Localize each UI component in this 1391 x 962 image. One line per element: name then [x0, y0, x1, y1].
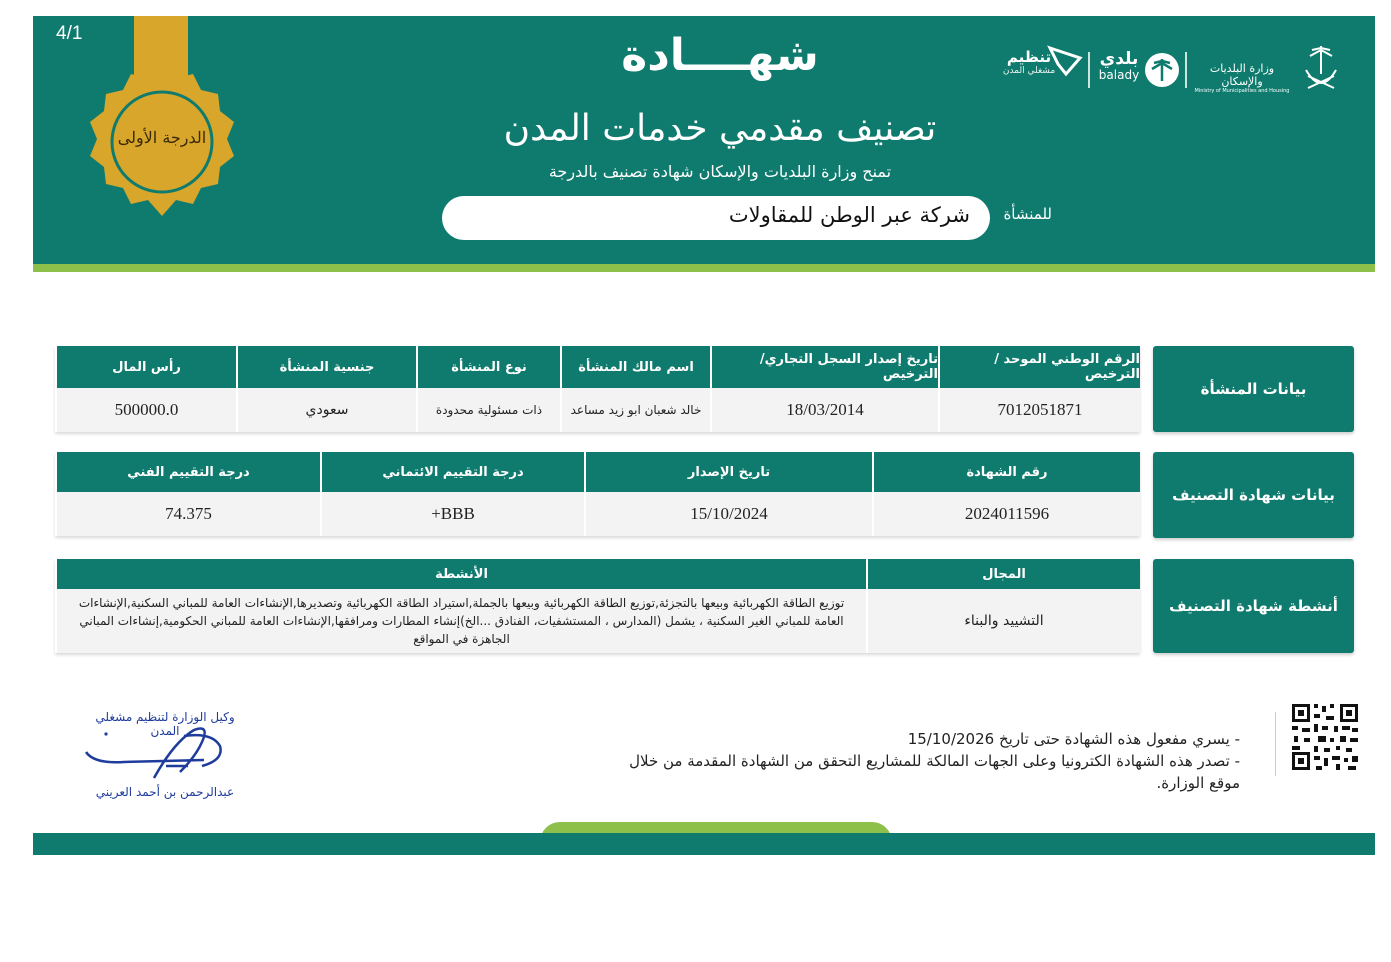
footer-bar: [33, 833, 1375, 855]
tanzeem-arrow-icon: [1046, 44, 1084, 78]
logo-divider: [1088, 52, 1090, 88]
table-header: رأس المال: [55, 346, 236, 388]
ministry-logo-english: Ministry of Municipalities and Housing: [1194, 88, 1290, 94]
grant-statement: تمنح وزارة البلديات والإسكان شهادة تصنيف بالدرجة: [548, 162, 892, 181]
activities-list: توزيع الطاقة الكهربائية وبيعها بالتجزئة,توزيع الطاقة الكهربائية وبيعها بالجملة,استيراد الطاقة الكهربائية وتصديرها,الإنشاءات العامة للمباني السكنية,الإنشاءات العامة للمباني الغير السكنية ، يشمل (المدارس ، المستشفيات، الفنادق ...الخ)إنشاء المطارات ومرافقها,الإنشاءات العامة للمباني الحكومية,إنشاءات المباني الجاهزة في المواقع: [55, 589, 866, 653]
header-stripe: [33, 264, 1375, 272]
activity-field: التشييد والبناء: [866, 589, 1140, 653]
table-header: جنسية المنشأة: [236, 346, 416, 388]
table-header: الأنشطة: [55, 559, 866, 589]
palm-tree-icon: [1144, 51, 1180, 89]
footer-notes: [600, 728, 1240, 794]
classification-data-heading: بيانات شهادة التصنيف: [1153, 452, 1354, 538]
establishment-table: [55, 346, 1140, 432]
logo-divider-2: [1185, 52, 1187, 88]
certificate-number: 2024011596: [872, 492, 1140, 536]
balady-logo-english: balady: [1098, 68, 1140, 82]
issue-date: 15/10/2024: [584, 492, 872, 536]
table-header: نوع المنشأة: [416, 346, 560, 388]
activities-heading: أنشطة شهادة التصنيف: [1153, 559, 1354, 653]
table-header: تاريخ الإصدار: [584, 452, 872, 492]
qr-code-icon[interactable]: [1290, 702, 1360, 772]
table-header: الرقم الوطني الموحد /الترخيص: [938, 346, 1140, 388]
page-number: 4/1: [56, 23, 83, 44]
establishment-data-heading: بيانات المنشأة: [1153, 346, 1354, 432]
capital: 500000.0: [55, 388, 236, 432]
signer-title: وكيل الوزارة لتنظيم مشغلي المدن: [95, 710, 235, 738]
table-header: درجة التقييم الائتماني: [320, 452, 584, 492]
tanzeem-logo-subtext: مشغلي المدن: [1002, 66, 1056, 76]
owner-name: خالد شعبان ابو زيد مساعد: [560, 388, 710, 432]
activities-table: [55, 559, 1140, 653]
unified-number: 7012051871: [938, 388, 1140, 432]
tanzeem-logo-text: تنظيم: [1006, 48, 1052, 66]
ministry-logo-arabic: وزارة البلديات والإسكان: [1209, 62, 1275, 88]
company-name: شركة عبر الوطن للمقاولات: [728, 203, 970, 227]
classification-table: [55, 452, 1140, 536]
balady-logo-arabic: بلدي: [1099, 49, 1139, 69]
table-header: اسم مالك المنشأة: [560, 346, 710, 388]
qr-divider: [1275, 712, 1276, 776]
ministry-logo: [1190, 62, 1294, 94]
saudi-emblem-icon: [1298, 40, 1344, 100]
certificate-subtitle: تصنيف مقدمي خدمات المدن: [503, 108, 937, 149]
establishment-type: ذات مسئولية محدودة: [416, 388, 560, 432]
establishment-nationality: سعودي: [236, 388, 416, 432]
balady-logo: [1094, 50, 1144, 82]
signature-icon: [84, 722, 234, 784]
registration-date: 18/03/2014: [710, 388, 938, 432]
signer-name: عبدالرحمن بن أحمد العريني: [95, 785, 235, 799]
table-header: المجال: [866, 559, 1140, 589]
establishment-label: للمنشأة: [1003, 205, 1052, 223]
grade-badge-text: الدرجة الأولى: [117, 128, 207, 147]
table-header: تاريخ إصدار السجل التجاري/ الترخيص: [710, 346, 938, 388]
table-header: رقم الشهادة: [872, 452, 1140, 492]
certificate-title: شهــــادة: [621, 30, 819, 81]
credit-rating: BBB+: [320, 492, 584, 536]
technical-rating: 74.375: [55, 492, 320, 536]
validity-note: - يسري مفعول هذه الشهادة حتى تاريخ 15/10/2026: [907, 730, 1240, 748]
table-header: درجة التقييم الفني: [55, 452, 320, 492]
verification-note: - تصدر هذه الشهادة الكترونيا وعلى الجهات المالكة للمشاريع التحقق من الشهادة المقدمة من خلال موقع الوزارة.: [629, 752, 1240, 792]
